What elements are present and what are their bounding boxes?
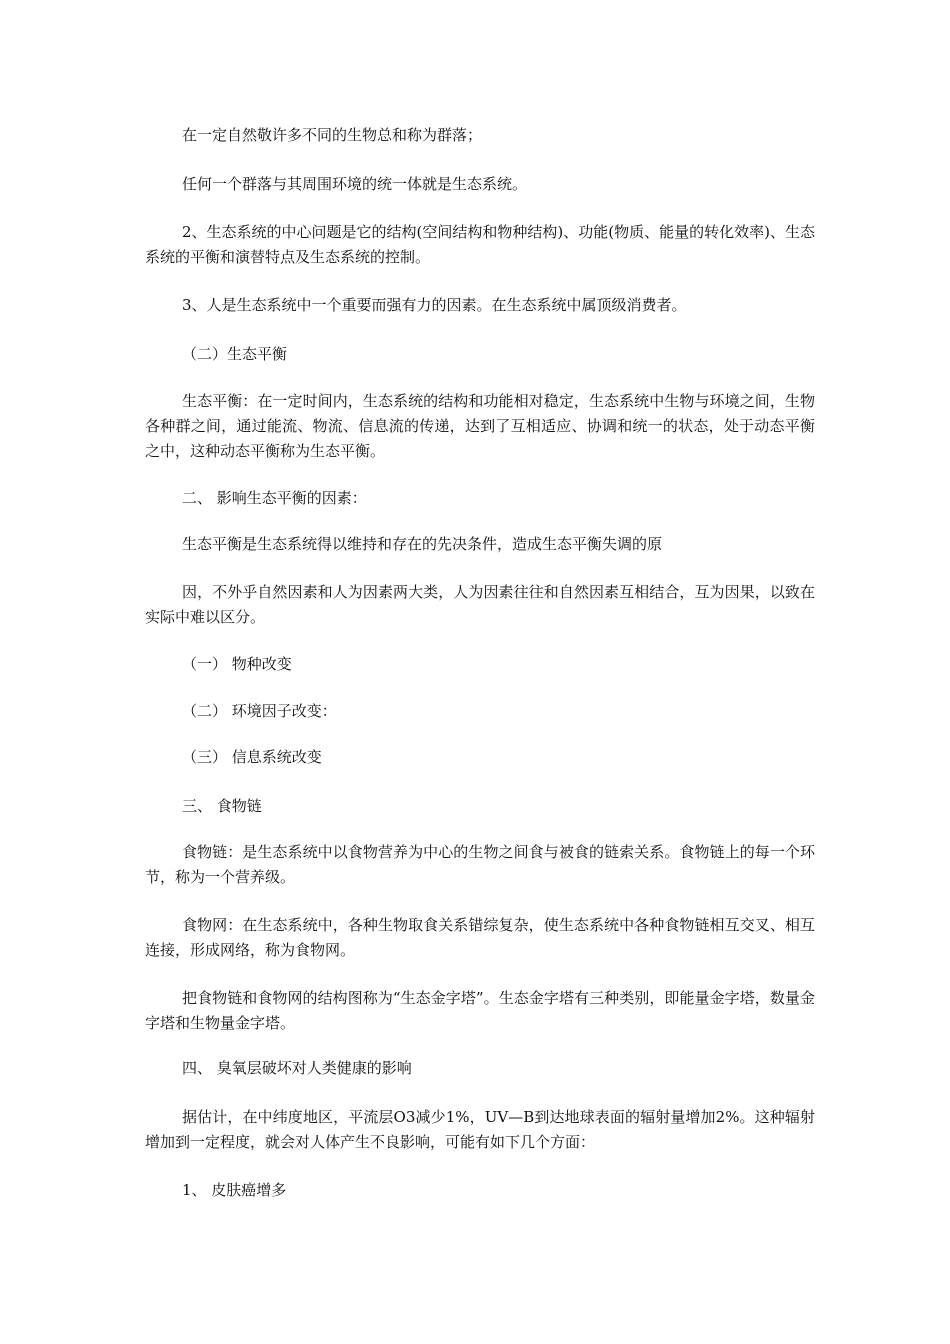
list-item-environment-change: （二） 环境因子改变： <box>182 702 337 720</box>
paragraph-human-factor: 3、人是生态系统中一个重要而强有力的因素。在生态系统中属顶级消费者。 <box>182 296 687 314</box>
paragraph-balance-precondition: 生态平衡是生态系统得以维持和存在的先决条件，造成生态平衡失调的原 <box>182 535 663 553</box>
list-item-skin-cancer: 1、 皮肤癌增多 <box>182 1181 287 1199</box>
list-item-information-change: （三） 信息系统改变 <box>182 748 322 766</box>
heading-balance-factors: 二、 影响生态平衡的因素： <box>182 489 367 507</box>
paragraph-factor-types: 因，不外乎自然因素和人为因素两大类，人为因素往往和自然因素互相结合，互为因果，以致在实际中难以区分。 <box>145 583 815 626</box>
heading-food-chain: 三、 食物链 <box>182 797 262 815</box>
heading-ozone-impact: 四、 臭氧层破坏对人类健康的影响 <box>182 1059 412 1077</box>
paragraph-ecosystem-core-issue: 2、生态系统的中心问题是它的结构(空间结构和物种结构)、功能(物质、能量的转化效率)、生态系统的平衡和演替特点及生态系统的控制。 <box>145 223 815 266</box>
paragraph-ecological-pyramid: 把食物链和食物网的结构图称为“生态金字塔”。生态金字塔有三种类别，即能量金字塔，数量金字塔和生物量金字塔。 <box>145 989 815 1032</box>
paragraph-food-chain-definition: 食物链：是生态系统中以食物营养为中心的生物之间食与被食的链索关系。食物链上的每一个环节，称为一个营养级。 <box>145 843 815 886</box>
list-item-species-change: （一） 物种改变 <box>182 655 292 673</box>
paragraph-ozone-estimate: 据估计，在中纬度地区，平流层O3减少1%，UV—B到达地球表面的辐射量增加2%。这种辐射增加到一定程度，就会对人体产生不良影响，可能有如下几个方面： <box>145 1108 815 1151</box>
heading-ecological-balance: （二）生态平衡 <box>182 345 288 363</box>
paragraph-community-definition: 在一定自然敬许多不同的生物总和称为群落； <box>182 126 483 144</box>
paragraph-ecosystem-definition: 任何一个群落与其周围环境的统一体就是生态系统。 <box>182 175 528 193</box>
paragraph-food-web-definition: 食物网：在生态系统中，各种生物取食关系错综复杂，使生态系统中各种食物链相互交叉、相互连接，形成网络，称为食物网。 <box>145 916 815 959</box>
paragraph-ecological-balance-definition: 生态平衡：在一定时间内，生态系统的结构和功能相对稳定，生态系统中生物与环境之间，生物各种群之间，通过能流、物流、信息流的传递，达到了互相适应、协调和统一的状态，处于动态平衡之中，这种动态平衡称为生态平衡。 <box>145 392 815 460</box>
